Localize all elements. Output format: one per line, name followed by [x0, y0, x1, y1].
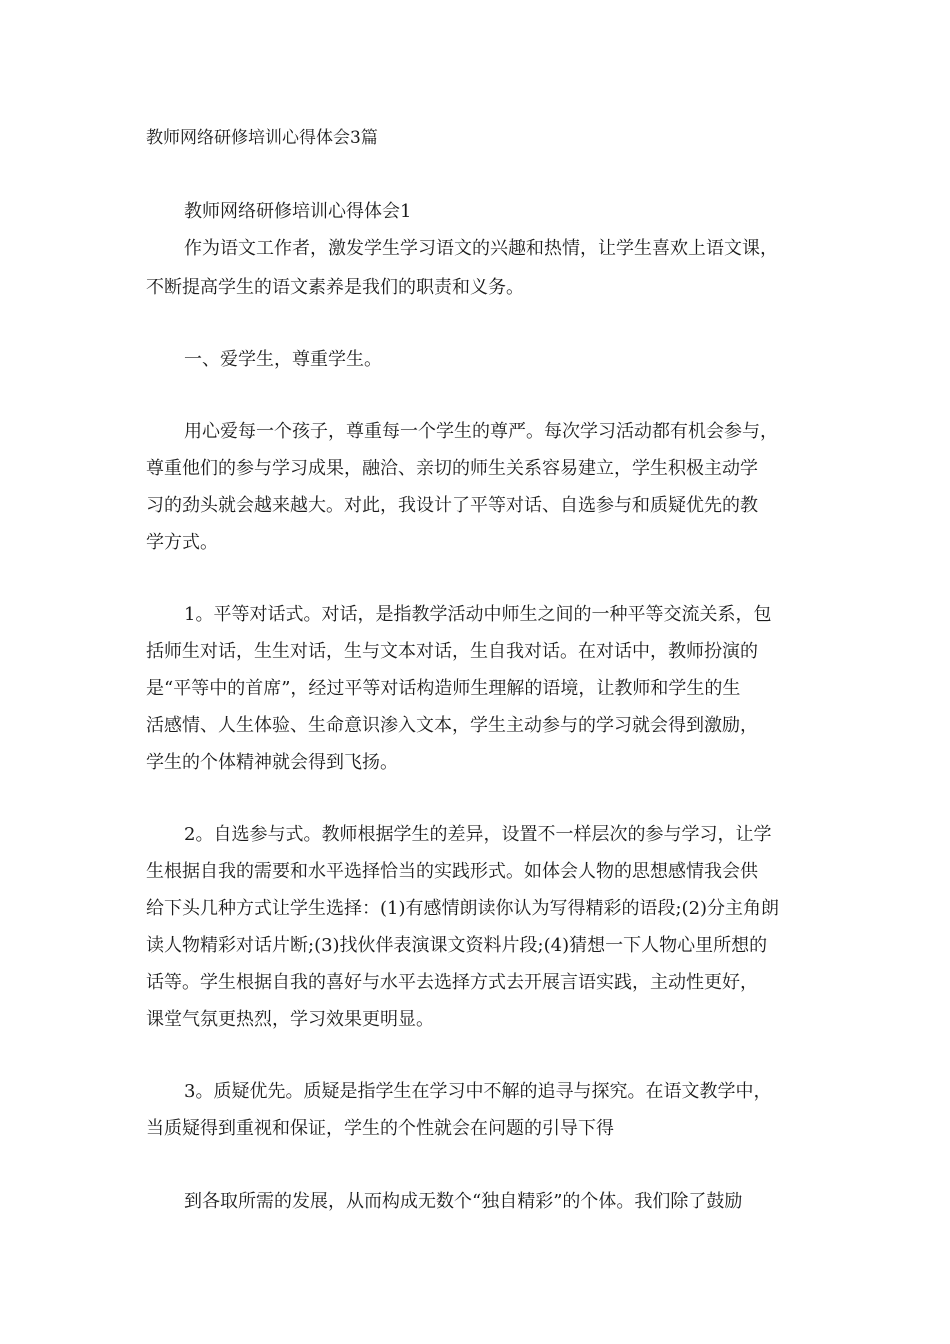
paragraph-line: 话等。学生根据自我的喜好与水平去选择方式去开展言语实践，主动性更好，: [146, 972, 758, 993]
paragraph-line: 学生的个体精神就会得到飞扬。: [146, 752, 398, 773]
paragraph-line: 是“平等中的首席”，经过平等对话构造师生理解的语境，让教师和学生的生: [146, 678, 741, 699]
essay-heading: 教师网络研修培训心得体会1: [184, 201, 412, 222]
paragraph-line: 当质疑得到重视和保证，学生的个性就会在问题的引导下得: [146, 1118, 614, 1139]
paragraph-line: 习的劲头就会越来越大。对此，我设计了平等对话、自选参与和质疑优先的教: [146, 495, 758, 516]
paragraph-line: 生根据自我的需要和水平选择恰当的实践形式。如体会人物的思想感情我会供: [146, 861, 758, 882]
paragraph-line: 读人物精彩对话片断;(3)找伙伴表演课文资料片段;(4)猜想一下人物心里所想的: [146, 935, 768, 956]
paragraph-line: 学方式。: [146, 532, 218, 553]
intro-line-2: 不断提高学生的语文素养是我们的职责和义务。: [146, 277, 524, 298]
intro-line-1: 作为语文工作者，激发学生学习语文的兴趣和热情，让学生喜欢上语文课，: [184, 238, 778, 259]
paragraph-line: 用心爱每一个孩子，尊重每一个学生的尊严。每次学习活动都有机会参与，: [184, 421, 778, 442]
section-title: 一、爱学生，尊重学生。: [184, 349, 382, 370]
paragraph-line: 到各取所需的发展，从而构成无数个“独自精彩”的个体。我们除了鼓励: [184, 1191, 743, 1212]
paragraph-line: 活感情、人生体验、生命意识渗入文本，学生主动参与的学习就会得到激励，: [146, 715, 758, 736]
paragraph-line: 尊重他们的参与学习成果，融洽、亲切的师生关系容易建立，学生积极主动学: [146, 458, 758, 479]
paragraph-line: 括师生对话，生生对话，生与文本对话，生自我对话。在对话中，教师扮演的: [146, 641, 758, 662]
paragraph-line: 给下头几种方式让学生选择：(1)有感情朗读你认为写得精彩的语段;(2)分主角朗: [146, 898, 780, 919]
paragraph-line: 2。自选参与式。教师根据学生的差异，设置不一样层次的参与学习，让学: [184, 824, 772, 845]
paragraph-line: 课堂气氛更热烈，学习效果更明显。: [146, 1009, 434, 1030]
document-title: 教师网络研修培训心得体会3篇: [146, 128, 378, 148]
paragraph-line: 3。质疑优先。质疑是指学生在学习中不解的追寻与探究。在语文教学中，: [184, 1081, 772, 1102]
paragraph-line: 1。平等对话式。对话，是指教学活动中师生之间的一种平等交流关系，包: [184, 604, 772, 625]
